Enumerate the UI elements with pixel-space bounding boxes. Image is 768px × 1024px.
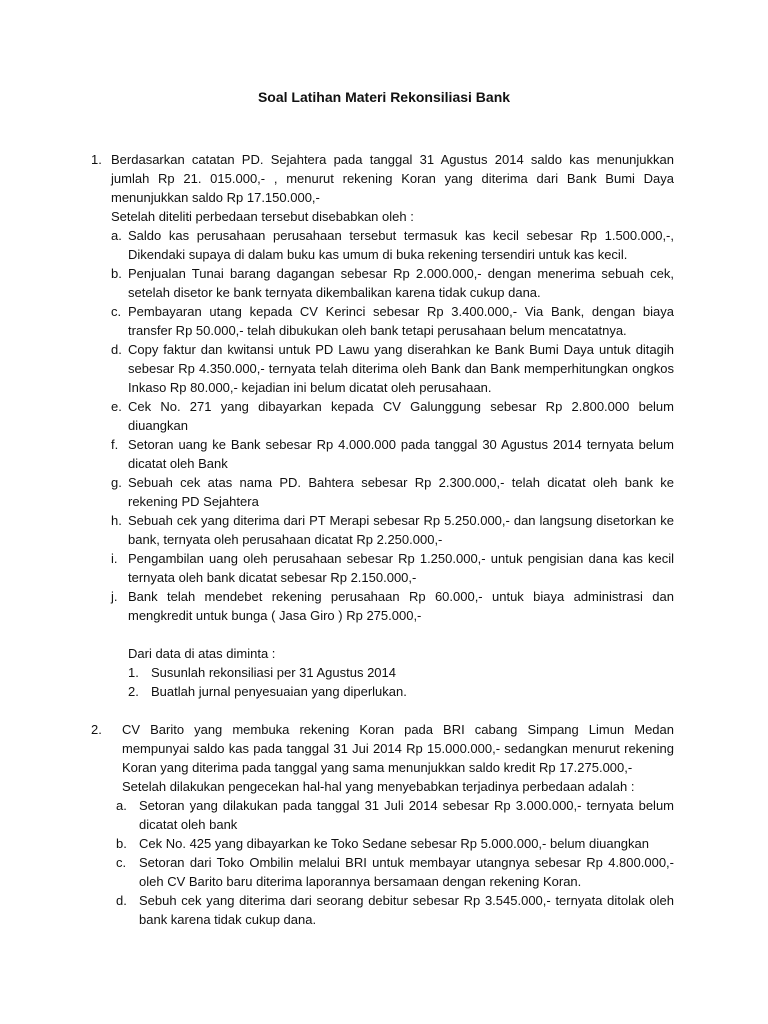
list-item (111, 397, 674, 435)
list-item (111, 264, 674, 302)
list-item (116, 834, 674, 853)
item-text: Sebuah cek atas nama PD. Bahtera sebesar Rp 2.300.000,- telah dicatat oleh bank ke rekening PD Sejahtera (128, 475, 674, 509)
list-item (111, 511, 674, 549)
task-block (111, 644, 674, 701)
item-letter: g. (111, 475, 122, 490)
question-2 (91, 720, 674, 929)
question-number: 2. (91, 722, 102, 737)
item-letter: e. (111, 399, 122, 414)
item-letter: a. (111, 228, 122, 243)
list-item (111, 549, 674, 587)
list-item (111, 587, 674, 625)
list-item (111, 340, 674, 397)
item-text: Copy faktur dan kwitansi untuk PD Lawu yang diserahkan ke Bank Bumi Daya untuk ditagih sebesar Rp 4.350.000,- ternyata telah diterima oleh Bank dan Bank memperhitungkan ongkos Inkaso Rp 80.000,- kejadian ini belum dicatat oleh perusahaan. (128, 342, 674, 395)
item-text: Sebuh cek yang diterima dari seorang debitur sebesar Rp 3.545.000,- ternyata ditolak oleh bank karena tidak cukup dana. (139, 893, 674, 927)
item-text: Pembayaran utang kepada CV Kerinci sebesar Rp 3.400.000,- Via Bank, dengan biaya transfer Rp 50.000,- telah dibukukan oleh bank tetapi perusahaan belum mencatatnya. (128, 304, 674, 338)
item-text: Penjualan Tunai barang dagangan sebesar Rp 2.000.000,- dengan menerima sebuah cek, setelah disetor ke bank ternyata dikembalikan karena tidak cukup dana. (128, 266, 674, 300)
item-letter: a. (116, 798, 127, 813)
question-1 (91, 150, 674, 701)
task-number: 2. (128, 684, 139, 699)
item-text: Bank telah mendebet rekening perusahaan Rp 60.000,- untuk biaya administrasi dan mengkredit untuk bunga ( Jasa Giro ) Rp 275.000,- (128, 589, 674, 623)
item-letter: b. (111, 266, 122, 281)
list-item (111, 473, 674, 511)
task-number: 1. (128, 665, 139, 680)
item-letter: i. (111, 551, 118, 566)
item-letter: c. (116, 855, 127, 870)
item-text: Cek No. 271 yang dibayarkan kepada CV Galunggung sebesar Rp 2.800.000 belum diuangkan (128, 399, 674, 433)
item-letter: h. (111, 513, 122, 528)
item-text: Setoran uang ke Bank sebesar Rp 4.000.000 pada tanggal 30 Agustus 2014 ternyata belum dicatat oleh Bank (128, 437, 674, 471)
document-title: Soal Latihan Materi Rekonsiliasi Bank (257, 89, 511, 105)
item-letter: c. (111, 304, 122, 319)
list-item (116, 796, 674, 834)
item-text: Sebuah cek yang diterima dari PT Merapi sebesar Rp 5.250.000,- dan langsung disetorkan ke bank, ternyata oleh perusahaan dicatat Rp 2.250.000,- (128, 513, 674, 547)
item-letter: b. (116, 836, 127, 851)
item-text: Pengambilan uang oleh perusahaan sebesar Rp 1.250.000,- untuk pengisian dana kas kecil ternyata oleh bank dicatat sebesar Rp 2.150.000,- (128, 551, 674, 585)
item-letter: d. (116, 893, 127, 908)
item-list (116, 796, 674, 929)
item-text: Setoran yang dilakukan pada tanggal 31 Juli 2014 sebesar Rp 3.000.000,- ternyata belum dicatat oleh bank (139, 798, 674, 832)
item-letter: j. (111, 589, 118, 604)
document-body (91, 150, 674, 929)
question-intro: CV Barito yang membuka rekening Koran pada BRI cabang Simpang Limun Medan mempunyai saldo kas pada tanggal 31 Jui 2014 Rp 15.000.000,- sedangkan menurut rekening Koran yang diterima pada tanggal yang sama menunjukkan saldo kredit Rp 17.275.000,- (122, 722, 674, 775)
item-text: Cek No. 425 yang dibayarkan ke Toko Sedane sebesar Rp 5.000.000,- belum diuangkan (139, 836, 649, 851)
list-item (111, 435, 674, 473)
task-text: Susunlah rekonsiliasi per 31 Agustus 2014 (151, 665, 396, 680)
question-lead: Setelah dilakukan pengecekan hal-hal yang menyebabkan terjadinya perbedaan adalah : (122, 779, 635, 794)
question-lead: Setelah diteliti perbedaan tersebut disebabkan oleh : (111, 209, 414, 224)
item-letter: f. (111, 437, 119, 452)
task-text: Buatlah jurnal penyesuaian yang diperlukan. (151, 684, 407, 699)
item-text: Saldo kas perusahaan perusahaan tersebut termasuk kas kecil sebesar Rp 1.500.000,-, Dikendaki supaya di dalam buku kas umum di buka rekening tersendiri untuk kas kecil. (128, 228, 674, 262)
list-item (116, 853, 674, 891)
item-text: Setoran dari Toko Ombilin melalui BRI untuk membayar utangnya sebesar Rp 4.800.000,- oleh CV Barito baru diterima laporannya bersamaan dengan rekening Koran. (139, 855, 674, 889)
question-number: 1. (91, 152, 102, 167)
item-letter: d. (111, 342, 122, 357)
question-intro: Berdasarkan catatan PD. Sejahtera pada tanggal 31 Agustus 2014 saldo kas menunjukkan jumlah Rp 21. 015.000,- , menurut rekening Koran yang diterima dari Bank Bumi Daya menunjukkan saldo Rp 17.150.000,- (111, 152, 674, 205)
list-item (111, 226, 674, 264)
task-item (128, 663, 674, 682)
item-list (111, 226, 674, 625)
task-item (128, 682, 674, 701)
list-item (116, 891, 674, 929)
list-item (111, 302, 674, 340)
task-lead: Dari data di atas diminta : (128, 646, 276, 661)
